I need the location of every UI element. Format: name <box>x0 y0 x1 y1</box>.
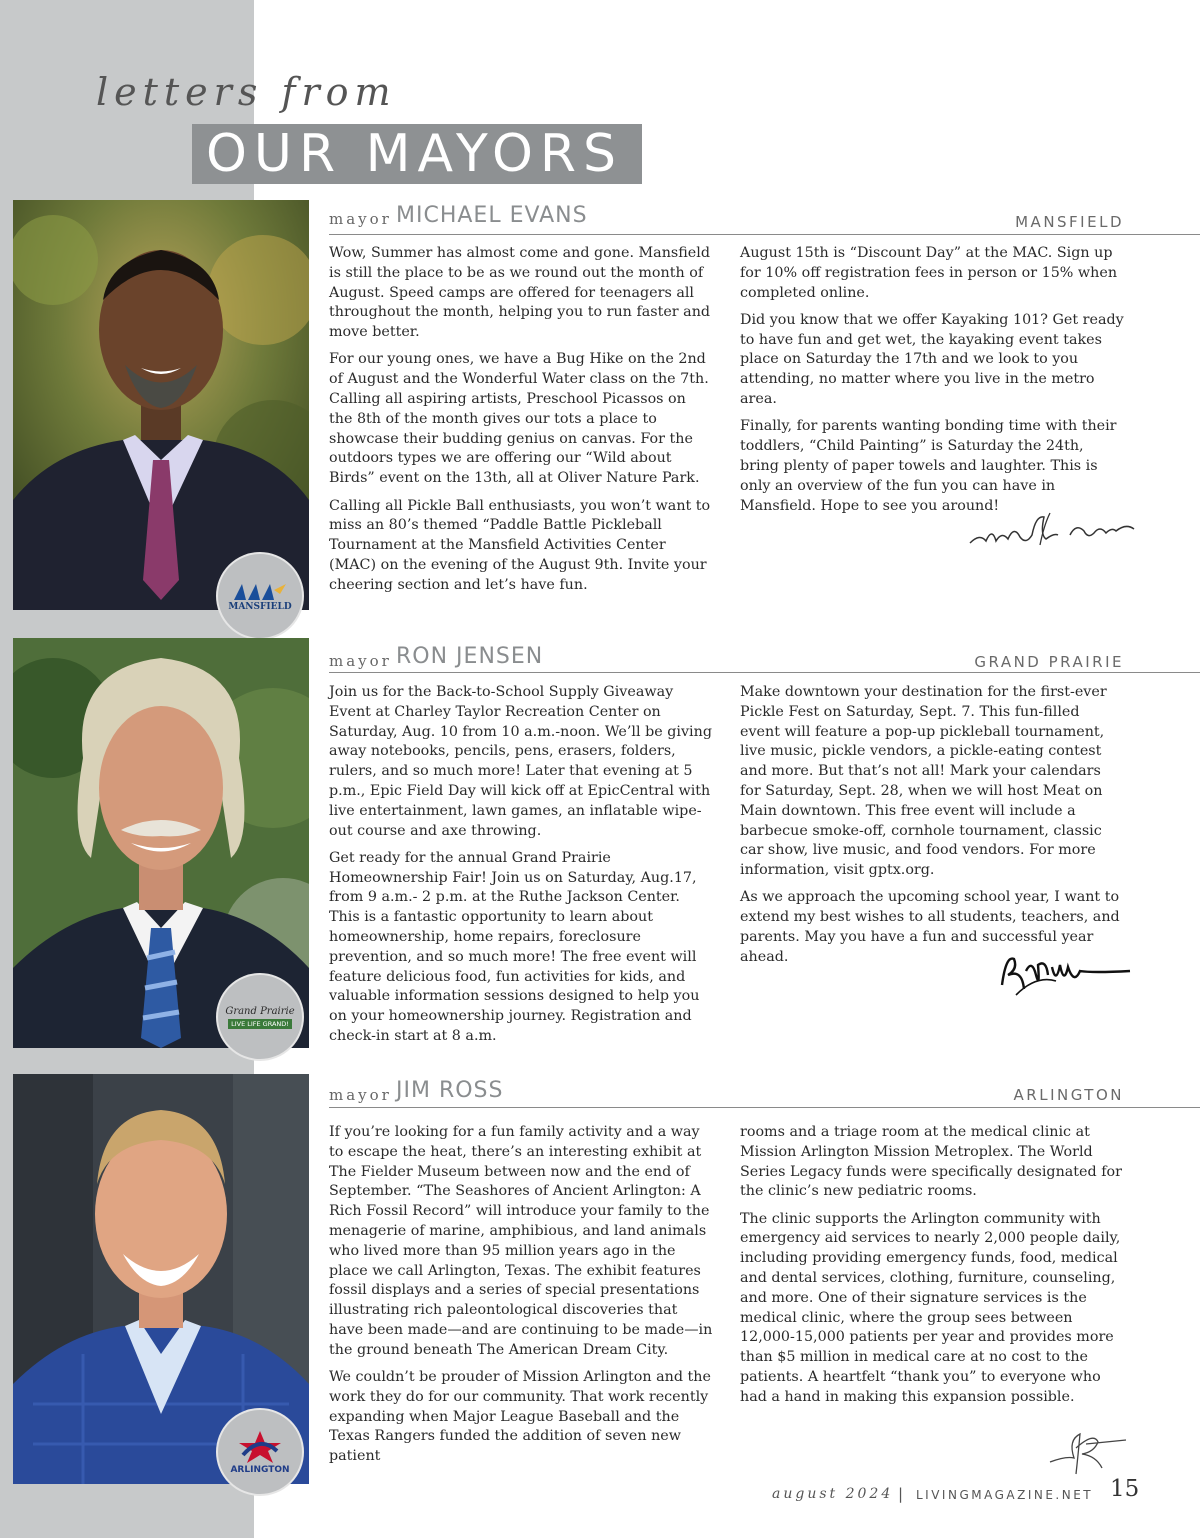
mayor-name-evans: MICHAEL EVANS <box>396 203 588 228</box>
paragraph: Get ready for the annual Grand Prairie Homeownership Fair! Join us on Saturday, Aug.17, from 9 a.m.- 2 p.m. at the Ruthe Jackson Center. This is a fantastic opportunity to learn about homeownership, home repairs, foreclosure prevention, and so much more! The free event will feature delicious food, fun activities for kids, and valuable information sessions designed to help you on your homeownership journey. Registration and check-in start at 8 a.m. <box>329 849 700 1045</box>
badge-label: Grand Prairie <box>225 1005 295 1017</box>
grand-prairie-city-logo <box>216 973 304 1061</box>
mayor-name-ross: JIM ROSS <box>396 1078 504 1103</box>
paragraph: August 15th is “Discount Day” at the MAC. Sign up for 10% off registration fees in person or 15% when completed online. <box>740 245 1118 301</box>
signature-evans <box>966 505 1141 555</box>
signature-ross <box>1046 1428 1130 1478</box>
letter-column-right <box>740 244 1124 524</box>
mayor-name-jensen: RON JENSEN <box>396 644 544 669</box>
badge-label: ARLINGTON <box>230 1465 290 1475</box>
paragraph: As we approach the upcoming school year, I want to extend my best wishes to all students, teachers, and parents. May you have a fun and successful year ahead. <box>740 889 1120 965</box>
paragraph: If you’re looking for a fun family activity and a way to escape the heat, there’s an interesting exhibit at The Fielder Museum between now and the end of September. “The Seashores of Ancient Arlington: A Rich Fossil Record” will introduce your family to the menagerie of marine, amphibious, and land animals who lived more than 95 million years ago in the place we call Arlington, Texas. The exhibit features fossil displays and a series of special presentations illustrating rich paleontological discoveries that have been made—and are continuing to be made—in the ground beneath The American Dream City. <box>329 1124 713 1358</box>
arlington-city-logo <box>216 1408 304 1496</box>
paragraph: Calling all Pickle Ball enthusiasts, you won’t want to miss an 80’s themed “Paddle Battle Pickleball Tournament at the Mansfield Activities Center (MAC) on the evening of the August 9th. Invite your cheering section and let’s have fun. <box>329 497 711 593</box>
mayor-label: mayor <box>329 210 392 228</box>
letter-column-left <box>329 244 713 603</box>
paragraph: The clinic supports the Arlington community with emergency aid services to nearly 2,000 people daily, including providing emergency funds, food, medical and dental services, clothing, furniture, counseling, and more. One of their signature services is the medical clinic, where the group sees between 12,000-15,000 patients per year and provides more than $5 million in medical care at no cost to the patients. A heartfelt “thank you” to everyone who had a hand in making this expansion possible. <box>740 1210 1121 1405</box>
footer-separator: | <box>898 1485 904 1503</box>
issue-date: august 2024 <box>772 1486 894 1502</box>
city-name-arlington: ARLINGTON <box>1013 1086 1124 1104</box>
badge-label: MANSFIELD <box>228 602 292 612</box>
paragraph: rooms and a triage room at the medical clinic at Mission Arlington Mission Metroplex. The World Series Legacy funds were specifically designated for the clinic’s new pediatric rooms. <box>740 1124 1122 1200</box>
mayor-label: mayor <box>329 652 392 670</box>
section-divider <box>329 1107 1200 1108</box>
signature-jensen <box>996 945 1136 997</box>
paragraph: Make downtown your destination for the first-ever Pickle Fest on Saturday, Sept. 7. This fun-filled event will feature a pop-up pickleball tournament, live music, pickle vendors, a pickle-eating contest and more. But that’s not all! Mark your calendars for Saturday, Sept. 28, when we will host Meat on Main downtown. This free event will include a barbecue smoke-off, cornhole tournament, classic car show, live music, and food vendors. For more information, visit gptx.org. <box>740 684 1107 879</box>
letter-column-right <box>740 1123 1124 1415</box>
mansfield-city-logo <box>216 552 304 640</box>
paragraph: For our young ones, we have a Bug Hike on the 2nd of August and the Wonderful Water class on the 7th. Calling all aspiring artists, Preschool Picassos on the 8th of the month gives our tots a place to showcase their budding genius on canvas. For the outdoors types we are offering our “Wild about Birds” event on the 13th, all at Oliver Nature Park. <box>329 351 709 487</box>
letter-column-left <box>329 683 713 1054</box>
section-divider <box>329 234 1200 235</box>
star-icon <box>237 1429 283 1465</box>
badge-tagline: LIVE LIFE GRAND! <box>228 1019 292 1029</box>
paragraph: Finally, for parents wanting bonding time with their toddlers, “Child Painting” is Saturday the 24th, bring plenty of paper towels and laughter. This is only an overview of the fun you can have in Mansfield. Hope to see you around! <box>740 418 1117 514</box>
letter-column-right <box>740 683 1124 975</box>
paragraph: Wow, Summer has almost come and gone. Mansfield is still the place to be as we round out the month of August. Speed camps are offered for teenagers all throughout the month, helping you to run faster and move better. <box>329 245 711 341</box>
section-divider <box>329 672 1200 673</box>
letter-column-left <box>329 1123 713 1475</box>
city-name-grand-prairie: GRAND PRAIRIE <box>974 653 1124 671</box>
mayor-label: mayor <box>329 1086 392 1104</box>
magazine-website: LIVINGMAGAZINE.NET <box>916 1488 1094 1502</box>
city-name-mansfield: MANSFIELD <box>1015 213 1124 231</box>
mansfield-logo-icon <box>230 580 290 602</box>
paragraph: Did you know that we offer Kayaking 101? Get ready to have fun and get wet, the kayaking event takes place on Saturday the 17th and we look to you attending, no matter where you live in the metro area. <box>740 311 1124 408</box>
paragraph: Join us for the Back-to-School Supply Giveaway Event at Charley Taylor Recreation Center on Saturday, Aug. 10 from 10 a.m.-noon. We’ll be giving away notebooks, pencils, pens, erasers, folders, rulers, and so much more! Later that evening at 5 p.m., Epic Field Day will kick off at EpicCentral with live entertainment, lawn games, an inflatable wipe-out course and axe throwing. <box>329 684 712 839</box>
mayor-photo-evans <box>13 200 309 610</box>
header-kicker: letters from <box>96 70 397 114</box>
paragraph: We couldn’t be prouder of Mission Arlington and the work they do for our community. That work recently expanding when Major League Baseball and the Texas Rangers funded the addition of seven new patient <box>329 1369 711 1465</box>
page-number: 15 <box>1110 1476 1140 1502</box>
page-title: OUR MAYORS <box>206 124 624 184</box>
